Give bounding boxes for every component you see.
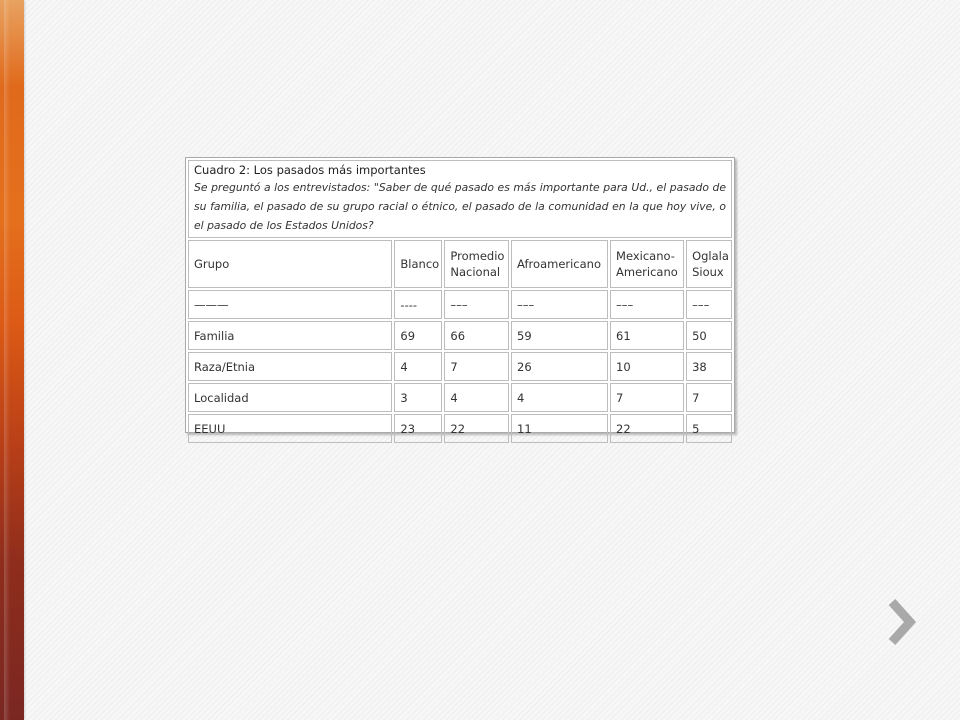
results-table	[186, 158, 734, 445]
value-cell: 7	[610, 383, 684, 412]
value-cell: 22	[610, 414, 684, 443]
value-cell: 4	[511, 383, 608, 412]
value-cell: 66	[444, 321, 509, 350]
value-cell: 7	[686, 383, 732, 412]
value-cell: 61	[610, 321, 684, 350]
separator-cell: ----	[394, 290, 442, 319]
header-cell-afroamericano: Afroamericano	[511, 240, 608, 288]
table-row-familia	[188, 321, 732, 350]
value-cell: 69	[394, 321, 442, 350]
value-cell: 5	[686, 414, 732, 443]
row-label: EEUU	[188, 414, 392, 443]
value-cell: 3	[394, 383, 442, 412]
table-title: Cuadro 2: Los pasados más importantes	[194, 163, 426, 177]
accent-side-bar	[0, 0, 24, 720]
header-cell-blanco: Blanco	[394, 240, 442, 288]
row-label: Raza/Etnia	[188, 352, 392, 381]
table-row-localidad	[188, 383, 732, 412]
value-cell: 23	[394, 414, 442, 443]
table-image	[185, 157, 735, 436]
table-caption	[188, 160, 732, 238]
header-cell-mexicano-americano: Mexicano-Americano	[610, 240, 684, 288]
value-cell: 10	[610, 352, 684, 381]
value-cell: 7	[444, 352, 509, 381]
value-cell: 59	[511, 321, 608, 350]
header-cell-grupo: Grupo	[188, 240, 392, 288]
value-cell: 38	[686, 352, 732, 381]
chevron-right-icon-graphic	[884, 598, 920, 646]
table-row-raza-etnia	[188, 352, 732, 381]
separator-cell: ———	[188, 290, 392, 319]
value-cell: 4	[394, 352, 442, 381]
separator-cell: –––	[610, 290, 684, 319]
header-cell-oglala-sioux: Oglala Sioux	[686, 240, 732, 288]
table-description: Se preguntó a los entrevistados: "Saber de qué pasado es más importante para Ud., el pasado de su familia, el pasado de su grupo racial o étnico, el pasado de la comunidad en la que hoy vive, o el pasado de los Estados Unidos?	[194, 181, 726, 232]
separator-row	[188, 290, 732, 319]
row-label: Familia	[188, 321, 392, 350]
value-cell: 11	[511, 414, 608, 443]
value-cell: 22	[444, 414, 509, 443]
chevron-right-icon[interactable]	[884, 598, 920, 646]
table-row-eeuu	[188, 414, 732, 443]
value-cell: 26	[511, 352, 608, 381]
separator-cell: –––	[444, 290, 509, 319]
separator-cell: –––	[511, 290, 608, 319]
row-label: Localidad	[188, 383, 392, 412]
header-cell-promedio-nacional: Promedio Nacional	[444, 240, 509, 288]
value-cell: 4	[444, 383, 509, 412]
table-header-row	[188, 240, 732, 288]
value-cell: 50	[686, 321, 732, 350]
separator-cell: –––	[686, 290, 732, 319]
